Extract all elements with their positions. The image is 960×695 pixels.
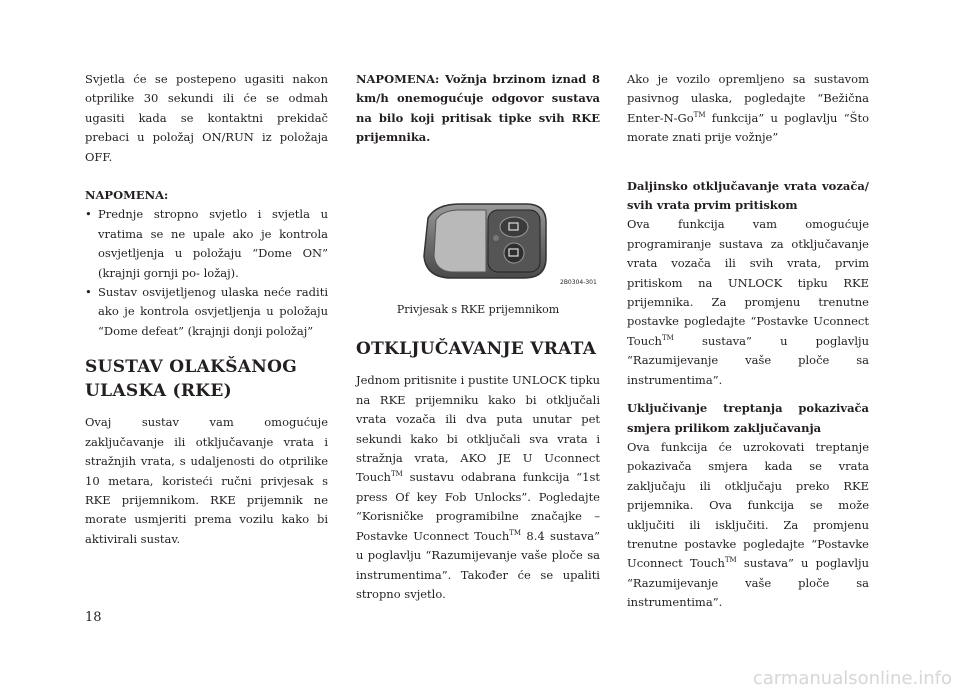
note-heading: NAPOMENA:: [85, 188, 169, 203]
section-heading-unlock: OTKLJUČAVANJE VRATA: [356, 339, 597, 360]
key-fob-image: [356, 200, 600, 288]
paragraph-passive-entry: Ako je vozilo opremljeno sa sustavom pasivnog ulaska, pogledajte “Bežična Enter-N-Go™ funkcija” u poglavlju “Što morate znati prije vožnje”: [627, 72, 869, 145]
column-right: [627, 70, 869, 613]
watermark: carmanualsonline.info: [752, 668, 952, 689]
bullet-icon: •: [85, 207, 92, 222]
paragraph-first-press: Ova funkcija vam omogućuje programiranje sustava za otključavanje vrata vozača ili svih vrata, prvim pritiskom na UNLOCK tipku RKE prijemnika. Za promjenu trenutne postavke pogledajte “Postavke Uconnect Touch™ sustava” u poglavlju “Razumijevanje vaše ploče sa instrumentima”.: [627, 217, 869, 387]
column-middle: [356, 70, 600, 604]
paragraph-rke-intro: Ovaj sustav vam omogućuje zaključavanje ili otključavanje vrata i stražnjih vrata, s udaljenosti do otprilike 10 metara, koristeći ručni privjesak s RKE prijemnikom. RKE prijemnik ne morate usmjeriti prema vozilu kako bi aktivirali sustav.: [85, 415, 328, 546]
unlock-button: [504, 243, 524, 263]
bullet-icon: •: [85, 285, 92, 300]
figure-caption: Privjesak s RKE prijemnikom: [396, 303, 560, 317]
paragraph-unlock: Jednom pritisnite i pustite UNLOCK tipku na RKE prijemniku kako bi otključali vrata vozača ili dva puta unutar pet sekundi kako bi otključali sva vrata i stražnja vrata, AKO JE U Uconnect Touch™ sustavu odabrana funkcija “1st press Of key Fob Unlocks”. Pogledajte “Korisničke programibilne značajke – Postavke Uconnect Touch™ 8.4 sustava” u poglavlju “Razumijevanje vaše ploče sa instrumentima”. Također će se upaliti stropno svjetlo.: [356, 373, 600, 601]
note-speed: NAPOMENA: Vožnja brzinom iznad 8 km/h onemogućuje odgovor sustava na bilo koji pritisak tipke svih RKE prijemnika.: [356, 72, 600, 145]
paragraph-lights-fade: Svjetla će se postepeno ugasiti nakon otprilike 30 sekundi ili će se odmah ugasiti kada se kontaktni prekidač prebaci u položaj ON/RUN iz položaja OFF.: [85, 72, 328, 164]
list-item: • Sustav osvijetljenog ulaska neće raditi ako je kontrola osvjetljenja u položaju “Dome defeat” (krajnji donji položaj”: [85, 285, 328, 338]
figure-code: 2B0304-301: [560, 278, 597, 286]
list-item: • Prednje stropno svjetlo i svjetla u vratima se ne upale ako je kontrola osvjetljenja u položaju “Dome ON” (krajnji gornji po- ložaj).: [85, 207, 328, 280]
paragraph-flash-lights: Ova funkcija će uzrokovati treptanje pokazivača smjera kada se vrata zaključaju ili otključaju preko RKE prijemnika. Ova funkcija se može uključiti ili isključiti. Za promjenu trenutne postavke pogledajte “Postavke Uconnect Touch™ sustava” u poglavlju “Razumijevanje vaše ploče sa instrumentima”.: [627, 439, 869, 610]
key-fob-figure: [356, 200, 600, 320]
note-list: [85, 205, 328, 341]
subheading-flash-lights: Uključivanje treptanja pokazivača smjera prilikom zaključavanja: [627, 401, 869, 435]
page-number: 18: [85, 610, 102, 625]
section-heading-rke: SUSTAV OLAKŠANOG ULASKA (RKE): [85, 357, 298, 402]
fob-blade-cover: [434, 210, 486, 272]
lock-button: [500, 217, 528, 237]
subheading-first-press: Daljinsko otključavanje vrata vozača/ svih vrata prvim pritiskom: [627, 178, 869, 213]
column-left: [85, 70, 328, 549]
